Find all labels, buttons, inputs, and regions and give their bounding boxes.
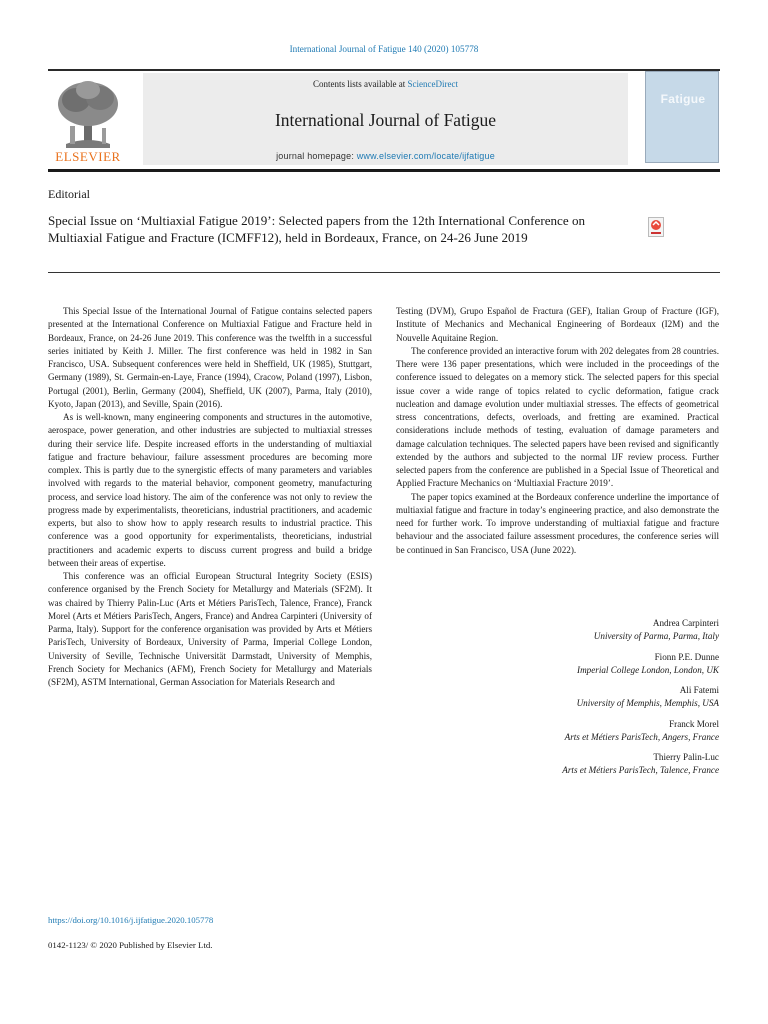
article-type: Editorial bbox=[48, 187, 90, 201]
editor-signatures bbox=[396, 617, 719, 785]
journal-name: International Journal of Fatigue bbox=[274, 110, 497, 130]
signature-block bbox=[396, 718, 719, 745]
paragraph: This conference was an official European Structural Integrity Society (ESIS) conference organised by the French Society for Metallurgy and Materials (SF2M). It was chaired by Thierry Palin-Luc (Arts et Métiers ParisTech, Talence, France), Franck Morel (Arts et Métiers ParisTech, Angers, France) and Andrea Carpinteri (University of Parma, Italy). Support for the conference organisation was provided by Arts et Métiers ParisTech, University of Bordeaux, University of Parma, Imperial College London, University of Seville, Technische Universität Darmstadt, University of Memphis, French Society for Mechanics (AFM), French Society for Metallurgy and Materials (SF2M), ASTM International, German Association for Materials Research and bbox=[48, 571, 372, 687]
editor-affiliation: University of Memphis, Memphis, USA bbox=[576, 698, 719, 709]
homepage-link[interactable]: www.elsevier.com/locate/ijfatigue bbox=[356, 151, 495, 161]
paragraph: The conference provided an interactive forum with 202 delegates from 28 countries. There were 136 paper presentations, which were included in the proceedings of the conference issued to delegates on a memory stick. The selected papers for this special issue cover a wide range of topics related to cyclic deformation, fatigue crack nucleation and damage evolution under multiaxial stresses. The effects of geometrical stress concentrations, defects, overloads, and fretting are examined. Practical considerations include methods of testing, evaluation of damage parameters and damage calculation techniques. The selected papers have been revised and significantly extended by the authors and subjected to the normal IJF review process. Further selected papers from the conference are published in a Special Issue of Theoretical and Applied Fracture Mechanics on ‘Multiaxial Fracture 2019’. bbox=[396, 345, 719, 489]
body-right-column bbox=[396, 305, 719, 557]
paragraph: This Special Issue of the International Journal of Fatigue contains selected papers presented at the International Conference on Multiaxial Fatigue and Fracture held in Bordeaux, France, on 24-26 June 2019. This conference was the twelfth in a successful series initiated by Keith J. Miller. The first conference was held in 1982 in San Francisco, USA. Subsequent conferences were held in Sheffield, UK (1985), Stuttgart, Germany (1989), St. Germain-en-Laye, France (1994), Cracow, Poland (1997), Lisbon, Portugal (2001), Berlin, Germany (2004), Sheffield, UK (2007), Parma, Italy (2010), Kyoto, Japan (2013), and Seville, Spain (2016). bbox=[48, 306, 372, 409]
contents-availability bbox=[143, 79, 628, 89]
signature-block bbox=[396, 651, 719, 678]
editor-name: Andrea Carpinteri bbox=[652, 618, 719, 628]
title-rule bbox=[48, 272, 720, 273]
paragraph: Testing (DVM), Grupo Español de Fractura (GEF), Italian Group of Fracture (IGF), Institute of Mechanics and Mechanical Engineering of Bordeaux (I2M) and the Nouvelle Aquitaine Region. bbox=[396, 306, 719, 343]
doi-link[interactable]: https://doi.org/10.1016/j.ijfatigue.2020.105778 bbox=[48, 915, 214, 925]
editor-affiliation: Imperial College London, London, UK bbox=[577, 664, 719, 675]
signature-block bbox=[396, 684, 719, 711]
paragraph: The paper topics examined at the Bordeaux conference underline the importance of multiaxial fatigue and fracture in today’s engineering practice, and also demonstrate the need for further work. To improve understanding of multiaxial fatigue and fracture behaviour and the associated failure assessment procedures, the conference series will be continued in San Francisco, USA (June 2022). bbox=[396, 491, 719, 555]
cover-title: Fatigue bbox=[660, 92, 706, 106]
sciencedirect-link[interactable]: ScienceDirect bbox=[407, 79, 458, 89]
editor-name: Franck Morel bbox=[669, 718, 719, 729]
editor-name: Thierry Palin-Luc bbox=[653, 752, 719, 762]
editor-name: Fionn P.E. Dunne bbox=[654, 651, 719, 662]
signature-block bbox=[396, 751, 719, 778]
editor-affiliation: Arts et Métiers ParisTech, Talence, France bbox=[562, 765, 719, 776]
homepage-prefix: journal homepage: bbox=[276, 151, 357, 161]
journal-cover-thumbnail bbox=[645, 71, 719, 163]
copyright-notice: 0142-1123/ © 2020 Published by Elsevier Ltd. bbox=[48, 940, 213, 950]
journal-homepage bbox=[143, 151, 628, 161]
check-for-updates-icon[interactable] bbox=[648, 217, 664, 237]
body-left-column bbox=[48, 305, 372, 689]
elsevier-wordmark: ELSEVIER bbox=[55, 149, 121, 164]
header-bottom-rule bbox=[48, 169, 720, 172]
editor-name: Ali Fatemi bbox=[679, 685, 719, 695]
header-top-rule bbox=[48, 69, 720, 71]
editor-affiliation: Arts et Métiers ParisTech, Angers, France bbox=[564, 731, 719, 742]
paragraph: As is well-known, many engineering components and structures in the automotive, aerospace, power generation, and other industries are subjected to multiaxial stresses during their service life. Despite increased efforts in the understanding of multiaxial fatigue and fracture behaviour, failure assessment procedures are becoming more complex. This is partly due to the synergistic effects of many parameters and variables involved with regards to the material behavior, component geometry, manufacturing process, and service load history. The aim of the conference was not only to review the progress made by experimentalists, theoreticians, industrial practitioners, and academic experts, but also to show how to apply research results to industrial practice. This conference was a good opportunity for experimentalists, theoreticians, industrial practitioners and academic experts to discuss current progress and build a bridge between their areas of expertise. bbox=[48, 412, 372, 568]
signature-block bbox=[396, 617, 719, 644]
contents-prefix: Contents lists available at bbox=[313, 79, 408, 89]
journal-reference-link[interactable]: International Journal of Fatigue 140 (2020) 105778 bbox=[289, 44, 479, 54]
editor-affiliation: University of Parma, Parma, Italy bbox=[593, 631, 719, 642]
article-title: Special Issue on ‘Multiaxial Fatigue 2019’: Selected papers from the 12th International Conference on Multiaxial Fatigue and Fracture (ICMFF12), held in Bordeaux, France, on 24-26 June 2019 bbox=[48, 213, 586, 245]
